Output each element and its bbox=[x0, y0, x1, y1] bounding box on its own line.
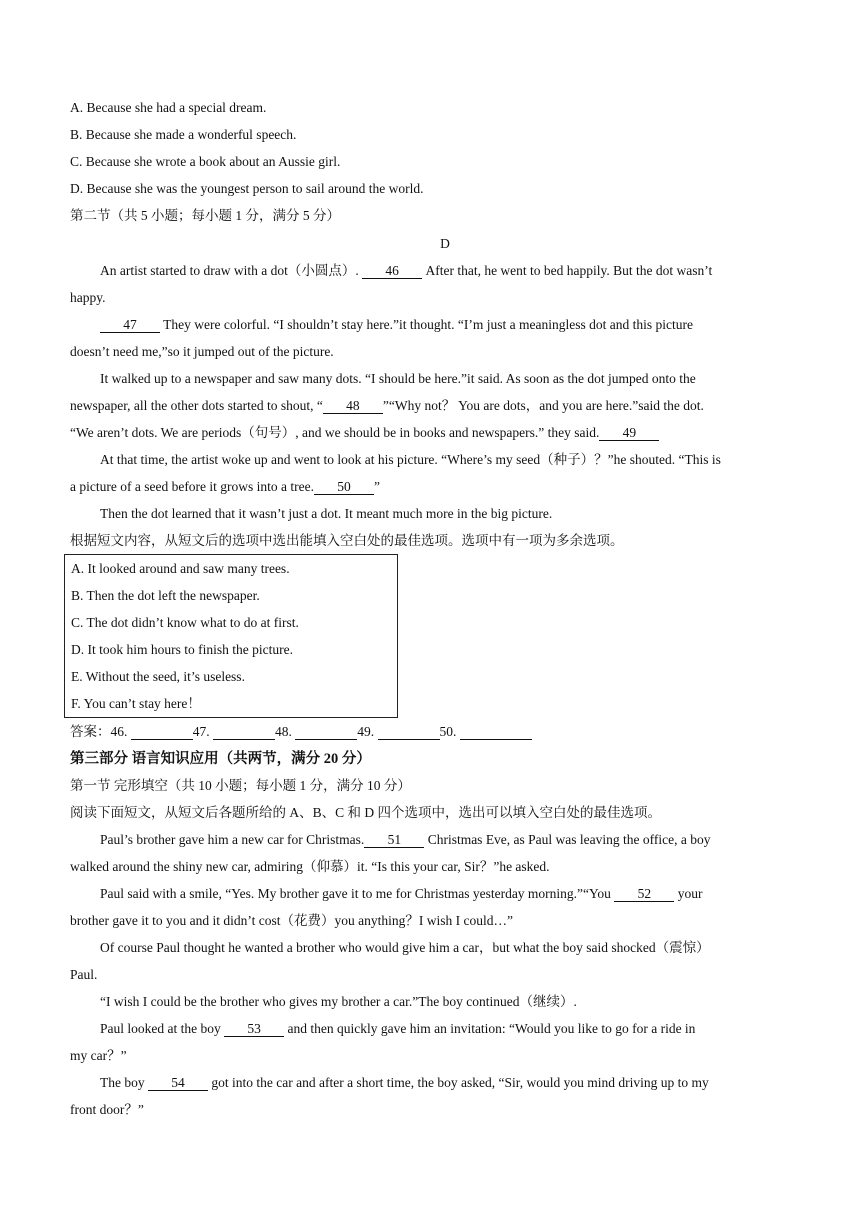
box-option-e: E. Without the seed, it’s useless. bbox=[71, 669, 245, 684]
part3-title: 第三部分 语言知识应用（共两节，满分 20 分） bbox=[70, 751, 371, 767]
section2-header: 第二节（共 5 小题；每小题 1 分，满分 5 分） bbox=[70, 208, 340, 223]
passage-letter: D bbox=[440, 236, 450, 251]
box-option-a: A. It looked around and saw many trees. bbox=[71, 561, 290, 576]
answer-blank-47 bbox=[213, 724, 275, 740]
prev-option-c: C. Because she wrote a book about an Aussie girl. bbox=[70, 154, 341, 169]
answer-blank-46 bbox=[131, 724, 193, 740]
cloze-text: Christmas Eve, as Paul was leaving the office, a boy bbox=[424, 832, 711, 847]
cloze-line: Paul. bbox=[70, 967, 98, 982]
blank-51: 51 bbox=[364, 832, 424, 848]
passage-line bbox=[100, 316, 693, 334]
blank-47: 47 bbox=[100, 317, 160, 333]
passage-line: Then the dot learned that it wasn’t just a dot. It meant much more in the big picture. bbox=[100, 506, 553, 521]
passage-text: ” bbox=[374, 479, 381, 494]
cloze-line: walked around the shiny new car, admiring（仰慕）it. “Is this your car, Sir？”he asked. bbox=[70, 859, 550, 874]
options-box bbox=[64, 554, 398, 718]
cloze-text: your bbox=[674, 886, 703, 901]
box-option-f: F. You can’t stay here！ bbox=[71, 696, 201, 711]
passage-line bbox=[70, 478, 380, 496]
answer-num-47: 47. bbox=[192, 724, 213, 739]
passage-line bbox=[70, 397, 704, 415]
answer-blank-48 bbox=[295, 724, 357, 740]
blank-53: 53 bbox=[224, 1021, 284, 1037]
prev-option-b: B. Because she made a wonderful speech. bbox=[70, 127, 297, 142]
cloze-text: Paul looked at the boy bbox=[100, 1021, 225, 1036]
cloze-line bbox=[100, 1074, 709, 1092]
blank-49: 49 bbox=[599, 425, 659, 441]
passage-line bbox=[70, 424, 659, 442]
box-option-b: B. Then the dot left the newspaper. bbox=[71, 588, 260, 603]
answer-blank-50 bbox=[460, 724, 532, 740]
instruction-section3: 阅读下面短文，从短文后各题所给的 A、B、C 和 D 四个选项中，选出可以填入空白处的最佳选项。 bbox=[70, 805, 662, 820]
answer-blank-49 bbox=[378, 724, 440, 740]
cloze-text: Paul said with a smile, “Yes. My brother gave it to me for Christmas yesterday morning.”“You bbox=[100, 886, 615, 901]
passage-text: newspaper, all the other dots started to shout, “ bbox=[70, 398, 323, 413]
box-option-d: D. It took him hours to finish the picture. bbox=[71, 642, 293, 657]
cloze-text: Paul’s brother gave him a new car for Christmas. bbox=[100, 832, 365, 847]
passage-line: At that time, the artist woke up and went to look at his picture. “Where’s my seed（种子）？”he shouted. “This is bbox=[100, 452, 721, 467]
cloze-line: “I wish I could be the brother who gives my brother a car.”The boy continued（继续）. bbox=[100, 994, 577, 1009]
passage-line: happy. bbox=[70, 290, 106, 305]
box-option-c: C. The dot didn’t know what to do at first. bbox=[71, 615, 299, 630]
blank-52: 52 bbox=[614, 886, 674, 902]
cloze-line: my car？” bbox=[70, 1048, 127, 1063]
cloze-text: The boy bbox=[100, 1075, 148, 1090]
passage-text: ”“Why not？ You are dots，and you are here.”said the dot. bbox=[382, 398, 704, 413]
passage-text: After that, he went to bed happily. But the dot wasn’t bbox=[422, 263, 713, 278]
blank-48: 48 bbox=[323, 398, 383, 414]
passage-line bbox=[100, 262, 712, 280]
cloze-text: and then quickly gave him an invitation: “Would you like to go for a ride in bbox=[284, 1021, 696, 1036]
prev-option-a: A. Because she had a special dream. bbox=[70, 100, 267, 115]
blank-54: 54 bbox=[148, 1075, 208, 1091]
blank-46: 46 bbox=[362, 263, 422, 279]
answer-num-48: 48. bbox=[275, 724, 296, 739]
passage-text: a picture of a seed before it grows into a tree. bbox=[70, 479, 315, 494]
answer-label: 答案：46. bbox=[70, 724, 131, 739]
cloze-line bbox=[100, 1020, 695, 1038]
instruction-section2: 根据短文内容，从短文后的选项中选出能填入空白处的最佳选项。选项中有一项为多余选项。 bbox=[70, 533, 624, 548]
passage-text: They were colorful. “I shouldn’t stay here.”it thought. “I’m just a meaningless dot and this picture bbox=[160, 317, 693, 332]
cloze-text: got into the car and after a short time, the boy asked, “Sir, would you mind driving up to my bbox=[208, 1075, 709, 1090]
section1-header: 第一节 完形填空（共 10 小题；每小题 1 分，满分 10 分） bbox=[70, 778, 411, 793]
prev-option-d: D. Because she was the youngest person to sail around the world. bbox=[70, 181, 424, 196]
answer-num-49: 49. bbox=[357, 724, 378, 739]
passage-line: doesn’t need me,”so it jumped out of the picture. bbox=[70, 344, 334, 359]
cloze-line bbox=[100, 885, 702, 903]
cloze-line: brother gave it to you and it didn’t cost（花费）you anything？I wish I could…” bbox=[70, 913, 513, 928]
answer-line bbox=[70, 723, 532, 741]
answer-num-50: 50. bbox=[439, 724, 460, 739]
cloze-line: front door？” bbox=[70, 1102, 144, 1117]
cloze-line bbox=[100, 831, 711, 849]
passage-text: An artist started to draw with a dot（小圆点）. bbox=[100, 263, 363, 278]
blank-50: 50 bbox=[314, 479, 374, 495]
cloze-line: Of course Paul thought he wanted a brother who would give him a car，but what the boy said shocked（震惊） bbox=[100, 940, 710, 955]
passage-text: “We aren’t dots. We are periods（句号）, and we should be in books and newspapers.” they said. bbox=[70, 425, 600, 440]
passage-line: It walked up to a newspaper and saw many dots. “I should be here.”it said. As soon as the dot jumped onto the bbox=[100, 371, 696, 386]
